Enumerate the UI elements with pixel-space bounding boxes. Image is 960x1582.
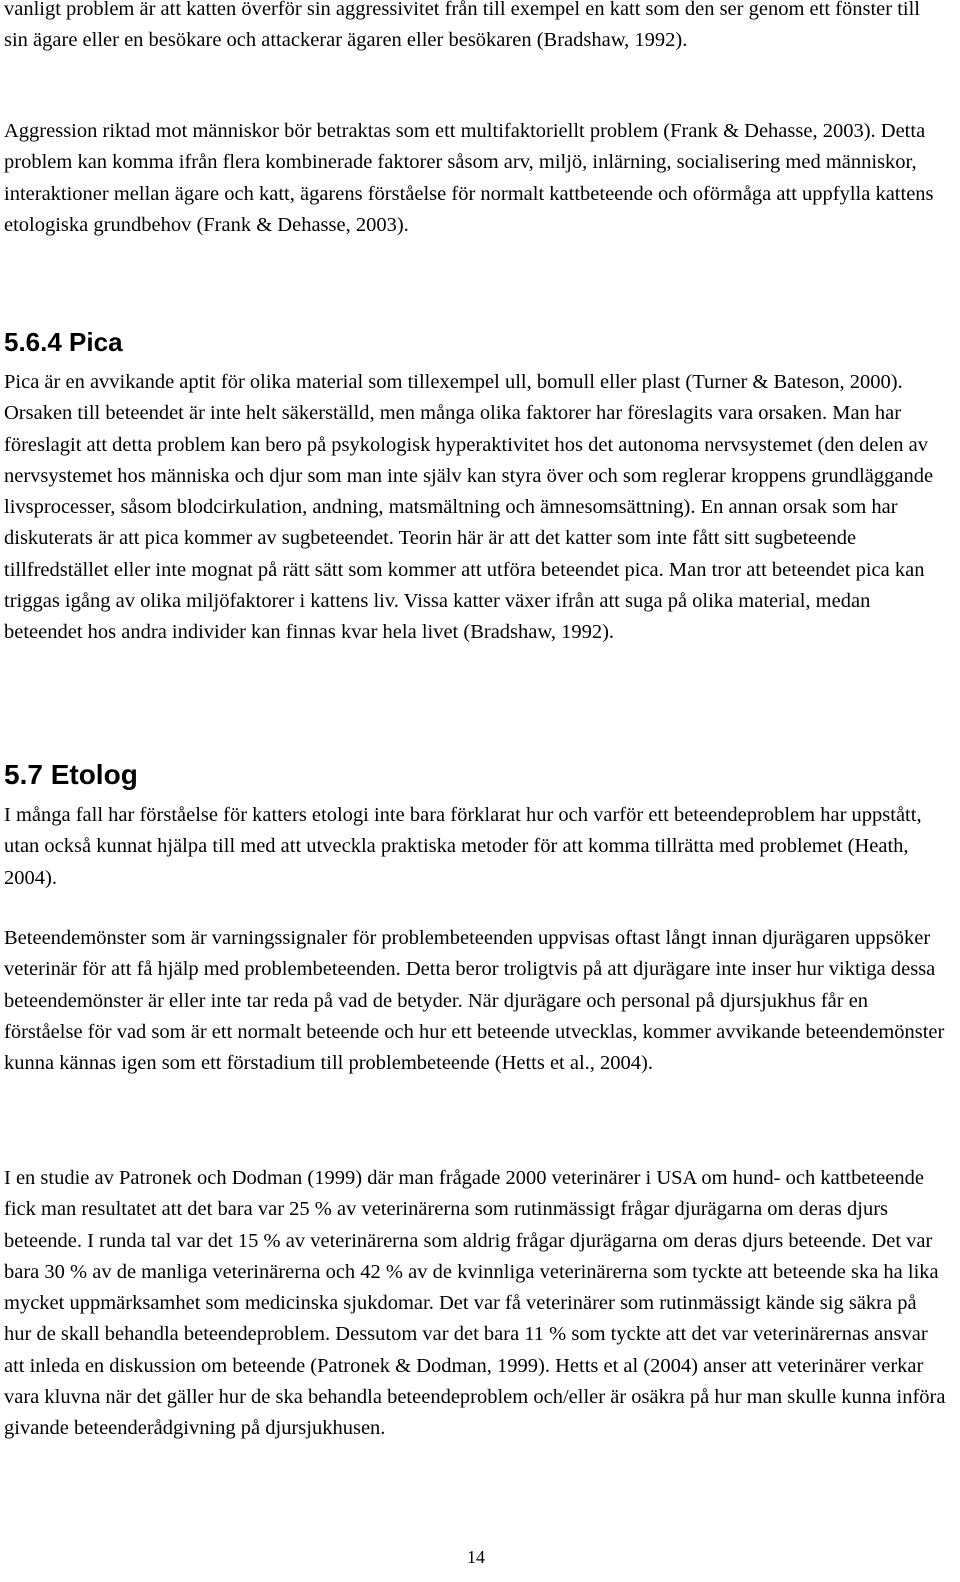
section-heading-etolog: 5.7 Etolog: [4, 759, 138, 790]
paragraph-beteendemonster: Beteendemönster som är varningssignaler för problembeteenden uppvisas oftast långt innan djurägaren uppsöker veterinär för att få hjälp med problembeteenden. Detta beror troligtvis på att djurägare inte inser hur viktiga dessa beteendemönster är eller inte tar reda på vad de betyder. När djurägare och personal på djursjukhus får en förståelse för vad som är ett normalt beteende och hur ett beteende utvecklas, kommer avvikande beteendemönster kunna kännas igen som ett förstadium till problembeteende (Hetts et al., 2004).: [4, 927, 945, 1075]
paragraph-aggression-continuation: vanligt problem är att katten överför sin aggressivitet från till exempel en katt som den ser genom ett fönster till sin ägare eller en besökare och attackerar ägaren eller besökaren (Bradshaw, 1992).: [4, 0, 920, 52]
paragraph-etologi-intro: I många fall har förståelse för katters etologi inte bara förklarat hur och varför ett beteendeproblem har uppstått, utan också kunnat hjälpa till med att utveckla praktiska metoder för att komma tillrätta med problemet (Heath, 2004).: [4, 804, 922, 889]
section-heading-pica: 5.6.4 Pica: [4, 327, 123, 357]
paragraph-pica: Pica är en avvikande aptit för olika material som tillexempel ull, bomull eller plast (Turner & Bateson, 2000). Orsaken till beteendet är inte helt säkerställd, men många olika faktorer har föreslagits vara orsaken. Man har föreslagit att detta problem kan bero på psykologisk hyperaktivitet hos det autonoma nervsystemet (den delen av nervsystemet hos människa och djur som man inte själv kan styra över och som reglerar kroppens grundläggande livsprocesser, såsom blodcirkulation, andning, matsmältning och ämnesomsättning). En annan orsak som har diskuterats är att pica kommer av sugbeteendet. Teorin här är att det katter som inte fått sitt sugbeteende tillfredstället eller inte mognat på rätt sätt som kommer att utföra beteendet pica. Man tror att beteendet pica kan triggas igång av olika miljöfaktorer i kattens liv. Vissa katter växer ifrån att suga på olika material, medan beteendet hos andra individer kan finnas kvar hela livet (Bradshaw, 1992).: [4, 371, 934, 644]
paragraph-aggression-multifactorial: Aggression riktad mot människor bör betraktas som ett multifaktoriellt problem (Frank & Dehasse, 2003). Detta problem kan komma ifrån flera kombinerade faktorer såsom arv, miljö, inlärning, socialisering med människor, interaktioner mellan ägare och katt, ägarens förståelse för normalt kattbeteende och oförmåga att uppfylla kattens etologiska grundbehov (Frank & Dehasse, 2003).: [4, 120, 934, 236]
page-number: 14: [467, 1547, 485, 1567]
paragraph-patronek-study: I en studie av Patronek och Dodman (1999) där man frågade 2000 veterinärer i USA om hund- och kattbeteende fick man resultatet att det bara var 25 % av veterinärerna som rutinmässigt frågar djurägarna om deras djurs beteende. I runda tal var det 15 % av veterinärerna som aldrig frågar djurägarna om deras djurs beteende. Det var bara 30 % av de manliga veterinärerna och 42 % av de kvinnliga veterinärerna som tyckte att beteende ska ha lika mycket uppmärksamhet som medicinska sjukdomar. Det var få veterinärer som rutinmässigt kände sig säkra på hur de skall behandla beteendeproblem. Dessutom var det bara 11 % som tyckte att det var veterinärernas ansvar att inleda en diskussion om beteende (Patronek & Dodman, 1999). Hetts et al (2004) anser att veterinärer verkar vara kluvna när det gäller hur de ska behandla beteendeproblem och/eller är osäkra på hur man skulle kunna införa givande beteenderådgivning på djursjukhusen.: [4, 1167, 946, 1440]
